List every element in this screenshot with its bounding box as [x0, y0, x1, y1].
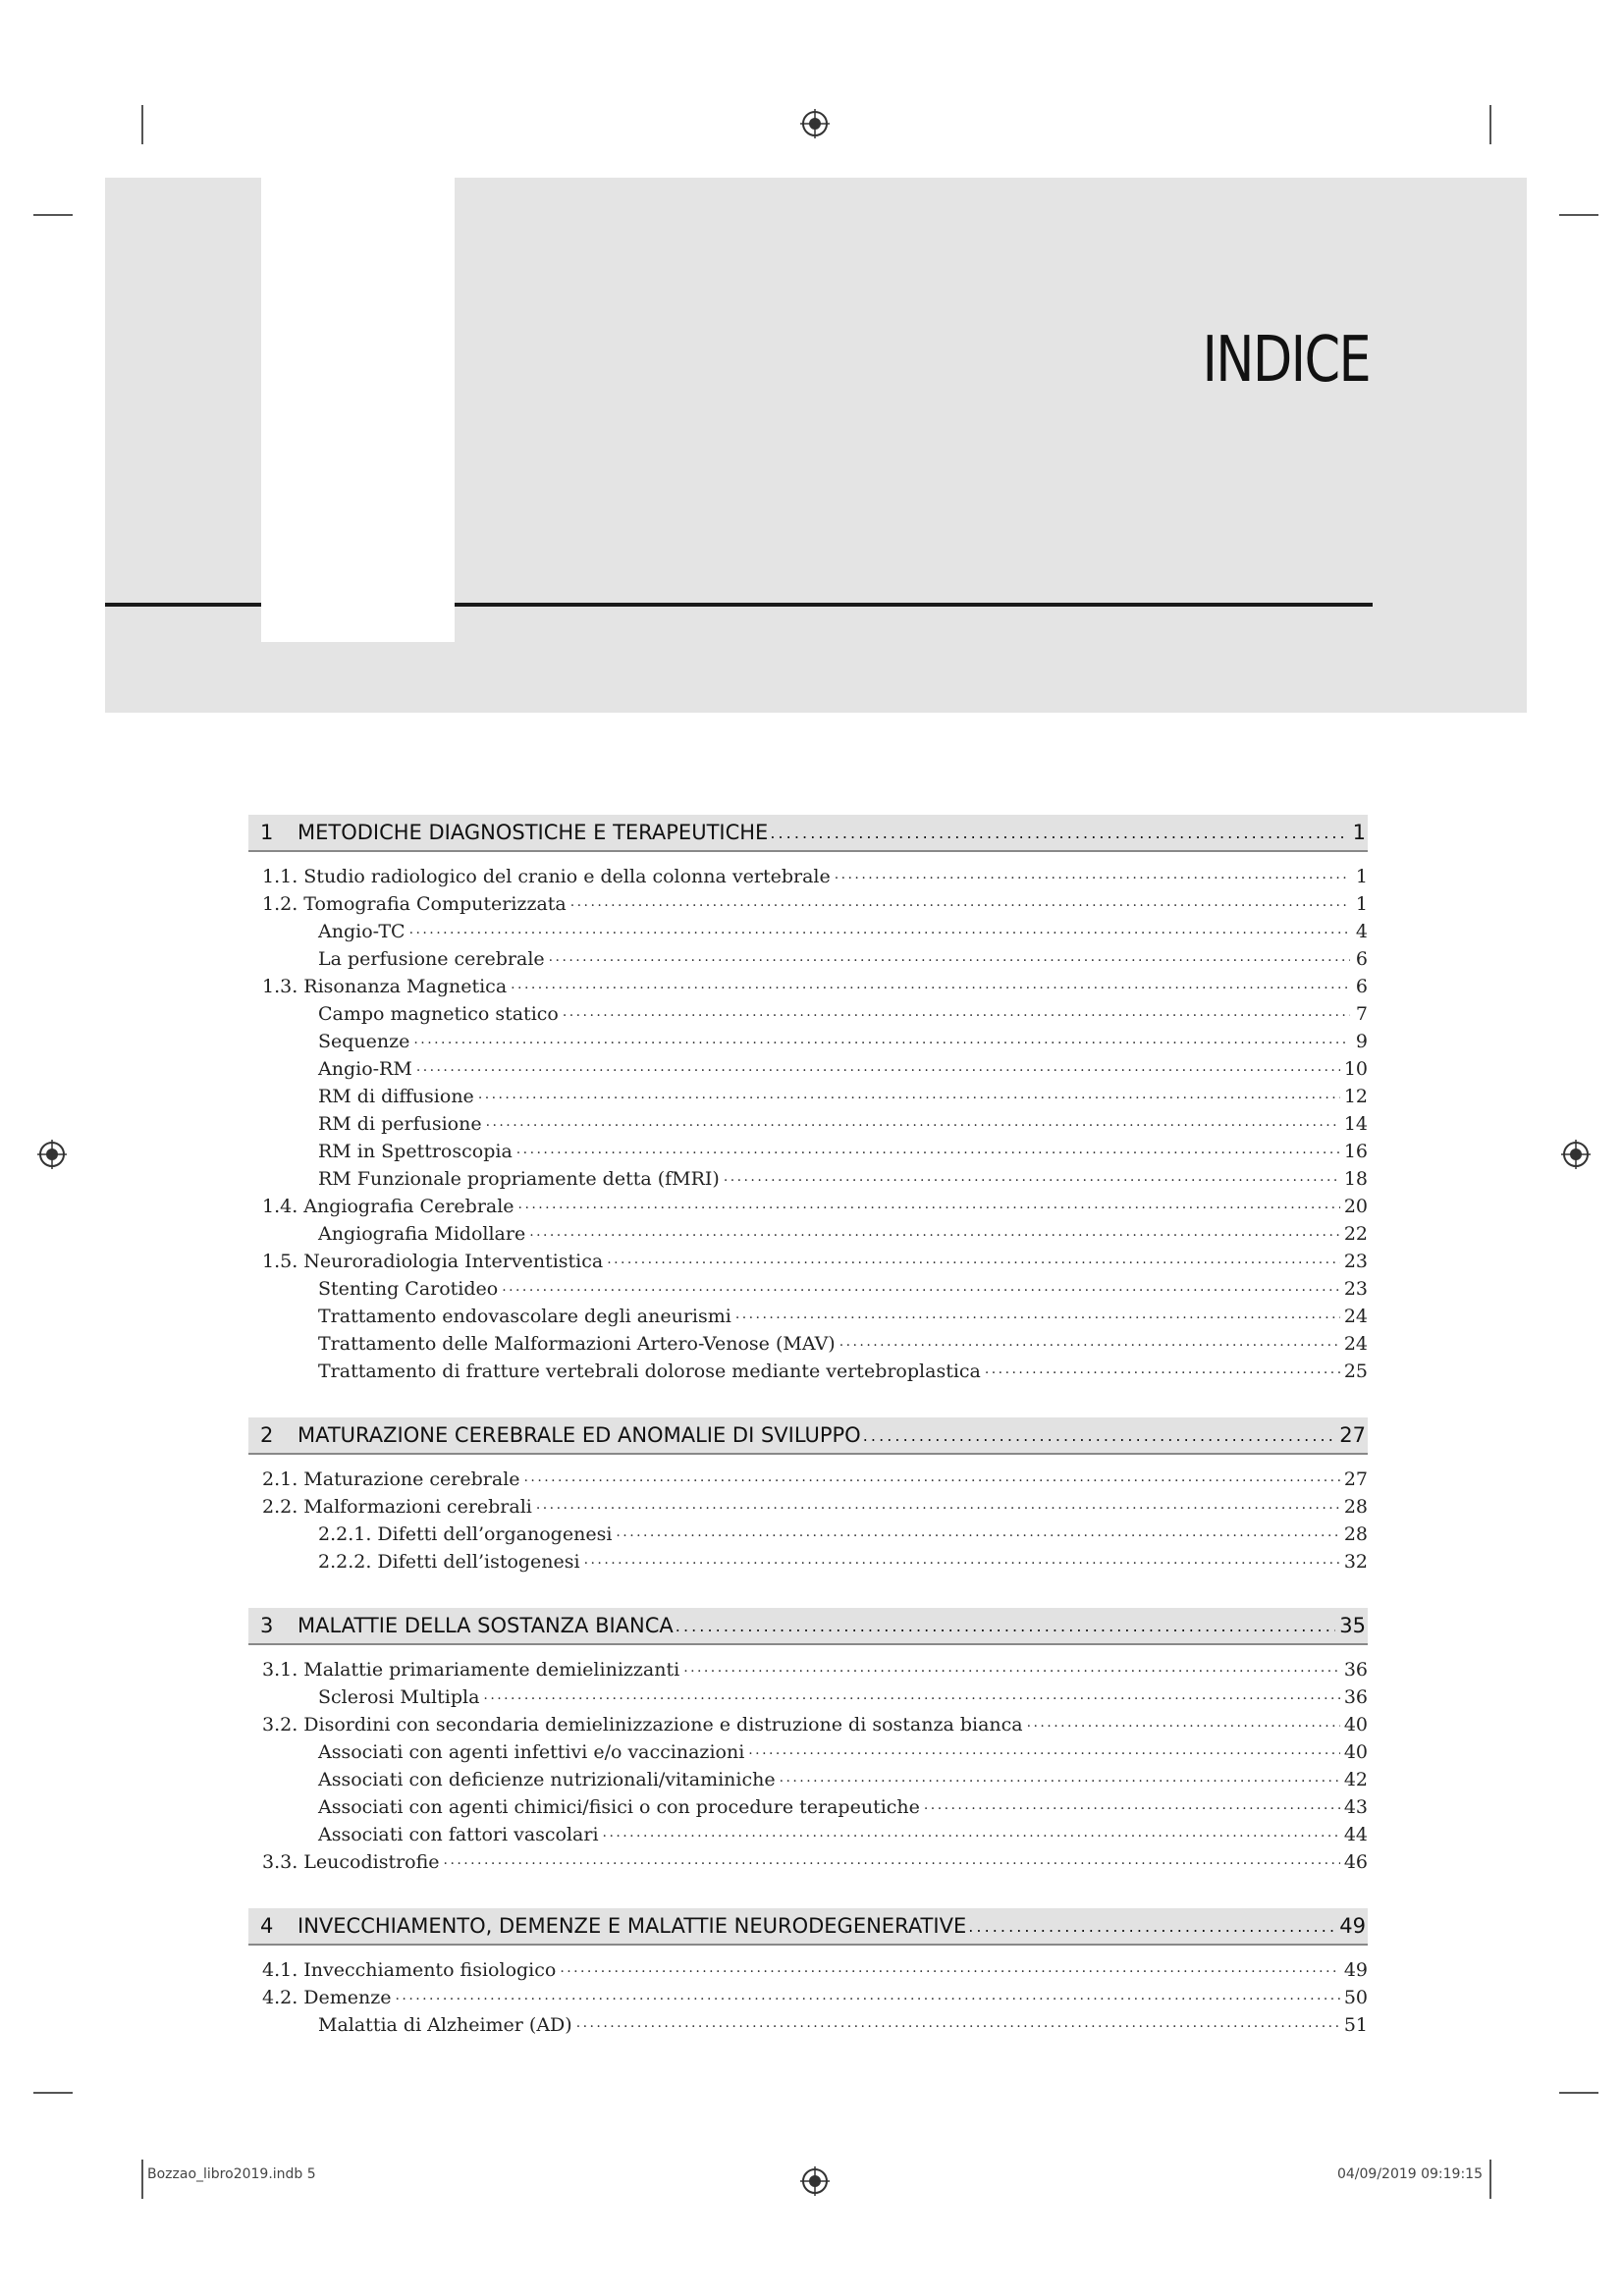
chapter-number: 1: [260, 821, 274, 844]
chapter-title: MATURAZIONE CEREBRALE ED ANOMALIE DI SVILUPPO: [298, 1423, 861, 1447]
entry-title: Associati con fattori vascolari: [318, 1824, 599, 1845]
registration-mark-icon: [37, 1140, 67, 1169]
dot-leader: [560, 1960, 1339, 1981]
toc-entry[interactable]: [248, 1162, 1368, 1190]
toc-entry[interactable]: [248, 860, 1368, 887]
dot-leader: [676, 1617, 1335, 1635]
dot-leader: [735, 1307, 1340, 1327]
toc-chapter-row[interactable]: [248, 1417, 1368, 1455]
dot-leader: [576, 2015, 1340, 2036]
entry-page-number: 23: [1343, 1278, 1368, 1300]
toc-entry[interactable]: [248, 1245, 1368, 1272]
registration-mark-icon: [1561, 1140, 1591, 1169]
entry-title: Malattia di Alzheimer (AD): [318, 2014, 572, 2036]
entry-page-number: 1: [1355, 866, 1368, 887]
entry-page-number: 50: [1343, 1987, 1368, 2008]
entry-title: 1.4. Angiografia Cerebrale: [262, 1196, 514, 1217]
toc-entry[interactable]: [248, 942, 1368, 970]
dot-leader: [780, 1770, 1340, 1790]
entry-title: Angiografia Midollare: [318, 1223, 526, 1245]
entry-page-number: 10: [1343, 1058, 1368, 1080]
dot-leader: [603, 1825, 1340, 1845]
entry-page-number: 12: [1343, 1086, 1368, 1107]
dot-leader: [529, 1224, 1340, 1245]
entry-title: 2.2.1. Difetti dell’organogenesi: [318, 1523, 613, 1545]
entry-title: 4.1. Invecchiamento fisiologico: [262, 1959, 557, 1981]
dot-leader: [478, 1087, 1340, 1107]
dot-leader: [409, 922, 1350, 942]
toc-entry[interactable]: [248, 1355, 1368, 1382]
entry-page-number: 25: [1343, 1361, 1368, 1382]
dot-leader: [516, 1142, 1340, 1162]
entry-title: Associati con deficienze nutrizionali/vitaminiche: [318, 1769, 776, 1790]
entry-page-number: 28: [1343, 1496, 1368, 1518]
dot-leader: [835, 867, 1350, 887]
dot-leader: [502, 1279, 1340, 1300]
entry-title: 2.2. Malformazioni cerebrali: [262, 1496, 532, 1518]
toc-entry[interactable]: [248, 1135, 1368, 1162]
dot-leader: [486, 1114, 1340, 1135]
entry-title: 1.5. Neuroradiologia Interventistica: [262, 1251, 604, 1272]
entry-title: Angio-RM: [318, 1058, 412, 1080]
entry-page-number: 27: [1343, 1468, 1368, 1490]
header-rule: [105, 603, 261, 607]
toc-entry-list: [248, 860, 1368, 1382]
dot-leader: [416, 1059, 1340, 1080]
dot-leader: [570, 894, 1350, 915]
dot-leader: [524, 1469, 1340, 1490]
dot-leader: [563, 1004, 1350, 1025]
dot-leader: [724, 1169, 1340, 1190]
toc-entry[interactable]: [248, 1653, 1368, 1681]
entry-page-number: 1: [1355, 893, 1368, 915]
entry-title: 2.2.2. Difetti dell’istogenesi: [318, 1551, 580, 1573]
header-rule: [455, 603, 1373, 607]
toc-entry[interactable]: [248, 1735, 1368, 1763]
toc-entry[interactable]: [248, 1025, 1368, 1052]
entry-title: 3.3. Leucodistrofie: [262, 1851, 440, 1873]
dot-leader: [770, 824, 1348, 842]
crop-mark: [141, 105, 143, 144]
entry-title: Sequenze: [318, 1031, 410, 1052]
toc-chapter-row[interactable]: [248, 1908, 1368, 1946]
dot-leader: [748, 1742, 1340, 1763]
entry-title: 3.1. Malattie primariamente demielinizzanti: [262, 1659, 680, 1681]
chapter-page-number: 1: [1352, 821, 1366, 844]
crop-mark: [1559, 2092, 1598, 2094]
entry-title: La perfusione cerebrale: [318, 948, 545, 970]
entry-title: Angio-TC: [318, 921, 406, 942]
toc-chapter-row[interactable]: [248, 815, 1368, 852]
dot-leader: [536, 1497, 1340, 1518]
entry-page-number: 6: [1355, 976, 1368, 997]
entry-page-number: 23: [1343, 1251, 1368, 1272]
dot-leader: [549, 949, 1350, 970]
chapter-number: 2: [260, 1423, 274, 1447]
entry-page-number: 9: [1355, 1031, 1368, 1052]
toc-entry[interactable]: [248, 1107, 1368, 1135]
crop-mark: [1489, 2160, 1491, 2199]
entry-page-number: 32: [1343, 1551, 1368, 1573]
toc-entry[interactable]: [248, 1052, 1368, 1080]
dot-leader: [1027, 1715, 1340, 1735]
entry-title: RM in Spettroscopia: [318, 1141, 513, 1162]
dot-leader: [413, 1032, 1350, 1052]
entry-title: 2.1. Maturazione cerebrale: [262, 1468, 520, 1490]
entry-title: Campo magnetico statico: [318, 1003, 559, 1025]
dot-leader: [607, 1252, 1340, 1272]
entry-page-number: 36: [1343, 1686, 1368, 1708]
footer-timestamp: 04/09/2019 09:19:15: [1336, 2166, 1483, 2182]
dot-leader: [985, 1362, 1340, 1382]
entry-title: RM Funzionale propriamente detta (fMRI): [318, 1168, 720, 1190]
toc-entry[interactable]: [248, 1190, 1368, 1217]
registration-mark-icon: [800, 109, 830, 138]
toc-entry[interactable]: [248, 1763, 1368, 1790]
toc-entry[interactable]: [248, 1463, 1368, 1490]
entry-page-number: 40: [1343, 1741, 1368, 1763]
entry-title: Stenting Carotideo: [318, 1278, 499, 1300]
toc-entry-list: [248, 1463, 1368, 1573]
entry-title: 4.2. Demenze: [262, 1987, 392, 2008]
entry-page-number: 40: [1343, 1714, 1368, 1735]
entry-title: Sclerosi Multipla: [318, 1686, 480, 1708]
toc-entry[interactable]: [248, 1217, 1368, 1245]
entry-page-number: 24: [1343, 1306, 1368, 1327]
toc-entry[interactable]: [248, 1272, 1368, 1300]
registration-mark-icon: [800, 2166, 830, 2196]
toc-entry[interactable]: [248, 1953, 1368, 1981]
entry-page-number: 24: [1343, 1333, 1368, 1355]
entry-title: RM di diffusione: [318, 1086, 474, 1107]
toc-entry[interactable]: [248, 1518, 1368, 1545]
entry-page-number: 36: [1343, 1659, 1368, 1681]
chapter-page-number: 49: [1339, 1914, 1366, 1938]
dot-leader: [839, 1334, 1340, 1355]
dot-leader: [444, 1852, 1340, 1873]
entry-title: Associati con agenti chimici/fisici o con procedure terapeutiche: [318, 1796, 920, 1818]
entry-page-number: 20: [1343, 1196, 1368, 1217]
dot-leader: [518, 1197, 1340, 1217]
dot-leader: [584, 1552, 1340, 1573]
toc-entry[interactable]: [248, 1981, 1368, 2008]
page-title: INDICE: [1202, 324, 1370, 397]
entry-page-number: 18: [1343, 1168, 1368, 1190]
toc-entry[interactable]: [248, 1545, 1368, 1573]
toc-entry[interactable]: [248, 1845, 1368, 1873]
toc-entry[interactable]: [248, 1490, 1368, 1518]
crop-mark: [33, 214, 73, 216]
entry-page-number: 16: [1343, 1141, 1368, 1162]
chapter-title: MALATTIE DELLA SOSTANZA BIANCA: [298, 1614, 674, 1637]
toc-entry[interactable]: [248, 970, 1368, 997]
toc-entry-list: [248, 1653, 1368, 1873]
header-notch: [261, 178, 455, 642]
chapter-page-number: 35: [1339, 1614, 1366, 1637]
toc-entry[interactable]: [248, 887, 1368, 915]
chapter-title: METODICHE DIAGNOSTICHE E TERAPEUTICHE: [298, 821, 769, 844]
toc-entry[interactable]: [248, 1790, 1368, 1818]
crop-mark: [1559, 214, 1598, 216]
entry-title: Associati con agenti infettivi e/o vaccinazioni: [318, 1741, 745, 1763]
entry-page-number: 51: [1343, 2014, 1368, 2036]
toc-entry[interactable]: [248, 1300, 1368, 1327]
entry-title: RM di perfusione: [318, 1113, 482, 1135]
toc-entry[interactable]: [248, 1327, 1368, 1355]
dot-leader: [924, 1797, 1340, 1818]
entry-page-number: 22: [1343, 1223, 1368, 1245]
toc-entry[interactable]: [248, 1080, 1368, 1107]
dot-leader: [968, 1917, 1335, 1936]
entry-title: Trattamento di fratture vertebrali dolorose mediante vertebroplastica: [318, 1361, 981, 1382]
entry-page-number: 49: [1343, 1959, 1368, 1981]
dot-leader: [396, 1988, 1340, 2008]
entry-page-number: 42: [1343, 1769, 1368, 1790]
dot-leader: [863, 1426, 1336, 1445]
entry-title: Trattamento delle Malformazioni Artero-Venose (MAV): [318, 1333, 836, 1355]
toc-entry[interactable]: [248, 1818, 1368, 1845]
chapter-page-number: 27: [1339, 1423, 1366, 1447]
entry-title: 1.3. Risonanza Magnetica: [262, 976, 508, 997]
entry-title: 1.2. Tomografia Computerizzata: [262, 893, 567, 915]
entry-page-number: 28: [1343, 1523, 1368, 1545]
entry-title: Trattamento endovascolare degli aneurismi: [318, 1306, 731, 1327]
crop-mark: [1489, 105, 1491, 144]
entry-page-number: 44: [1343, 1824, 1368, 1845]
entry-page-number: 7: [1355, 1003, 1368, 1025]
entry-title: 3.2. Disordini con secondaria demielinizzazione e distruzione di sostanza bianca: [262, 1714, 1023, 1735]
dot-leader: [616, 1524, 1339, 1545]
toc-entry[interactable]: [248, 1708, 1368, 1735]
toc-entry-list: [248, 1953, 1368, 2036]
toc-entry[interactable]: [248, 997, 1368, 1025]
entry-title: 1.1. Studio radiologico del cranio e della colonna vertebrale: [262, 866, 831, 887]
chapter-number: 3: [260, 1614, 274, 1637]
crop-mark: [33, 2092, 73, 2094]
dot-leader: [511, 977, 1350, 997]
chapter-title: INVECCHIAMENTO, DEMENZE E MALATTIE NEURODEGENERATIVE: [298, 1914, 967, 1938]
entry-page-number: 4: [1355, 921, 1368, 942]
entry-page-number: 6: [1355, 948, 1368, 970]
crop-mark: [141, 2160, 143, 2199]
entry-page-number: 43: [1343, 1796, 1368, 1818]
dot-leader: [683, 1660, 1340, 1681]
toc-chapter-row[interactable]: [248, 1608, 1368, 1645]
dot-leader: [483, 1687, 1339, 1708]
toc-entry[interactable]: [248, 2008, 1368, 2036]
entry-page-number: 46: [1343, 1851, 1368, 1873]
chapter-number: 4: [260, 1914, 274, 1938]
toc-entry[interactable]: [248, 1681, 1368, 1708]
entry-page-number: 14: [1343, 1113, 1368, 1135]
toc-entry[interactable]: [248, 915, 1368, 942]
footer-file-name: Bozzao_libro2019.indb 5: [147, 2166, 316, 2182]
table-of-contents: [248, 815, 1368, 2036]
